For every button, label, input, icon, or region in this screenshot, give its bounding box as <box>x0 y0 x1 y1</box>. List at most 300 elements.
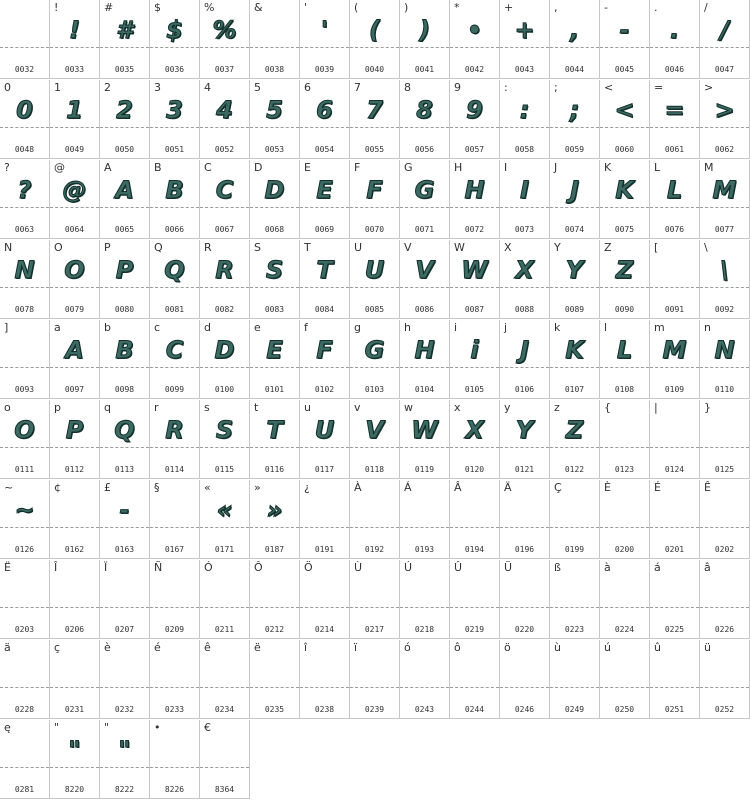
glyph-cell <box>550 480 600 559</box>
glyph-cell <box>0 160 50 239</box>
glyph-cell-char: r <box>154 401 159 414</box>
glyph-cell-char: 1 <box>54 81 61 94</box>
glyph-cell-glyph: M <box>662 336 687 364</box>
glyph-cell-baseline <box>500 607 549 608</box>
glyph-cell-char: j <box>504 321 508 334</box>
glyph-cell-char: Ù <box>354 561 363 574</box>
glyph-cell-char: ù <box>554 641 561 654</box>
glyph-cell-glyph <box>300 494 349 526</box>
glyph-cell-baseline <box>100 767 149 768</box>
glyph-cell-glyph <box>50 494 99 526</box>
glyph-cell-glyph: C <box>215 176 234 204</box>
glyph-cell-baseline <box>250 127 299 128</box>
glyph-cell-glyph: 2 <box>116 96 133 124</box>
glyph-cell-char: # <box>104 1 114 14</box>
glyph-cell-glyph <box>200 734 249 766</box>
glyph-cell-glyph: L <box>666 176 683 204</box>
glyph-cell <box>450 640 500 719</box>
glyph-cell-char: * <box>454 1 460 14</box>
glyph-cell-baseline <box>300 287 349 288</box>
glyph-cell-glyph <box>0 734 49 766</box>
glyph-cell-baseline <box>400 367 449 368</box>
glyph-cell-baseline <box>250 47 299 48</box>
glyph-cell <box>200 160 250 239</box>
glyph-cell-code: 0244 <box>464 705 485 714</box>
glyph-cell-glyph: i <box>470 336 479 364</box>
glyph-cell-code: 0220 <box>514 625 535 634</box>
glyph-cell <box>700 240 750 319</box>
glyph-cell-baseline <box>150 447 199 448</box>
glyph-cell-baseline <box>600 207 649 208</box>
glyph-cell-baseline <box>200 207 249 208</box>
glyph-cell-baseline <box>400 207 449 208</box>
glyph-cell-char: 4 <box>204 81 211 94</box>
glyph-cell-glyph: D <box>264 176 285 204</box>
glyph-cell-baseline <box>650 287 699 288</box>
glyph-cell-char: ¿ <box>304 481 310 494</box>
glyph-cell-char: ? <box>4 161 10 174</box>
glyph-cell <box>100 480 150 559</box>
glyph-cell <box>300 240 350 319</box>
glyph-cell-glyph: S <box>215 416 234 444</box>
glyph-cell-char: Q <box>154 241 163 254</box>
glyph-cell-baseline <box>500 367 549 368</box>
glyph-cell-glyph <box>550 574 599 606</box>
glyph-cell-char: < <box>604 81 614 94</box>
glyph-cell-char: t <box>254 401 259 414</box>
glyph-cell-baseline <box>600 607 649 608</box>
glyph-cell-glyph: R <box>165 416 184 444</box>
glyph-cell <box>550 0 600 79</box>
glyph-cell-code: 0043 <box>514 65 535 74</box>
glyph-cell <box>200 320 250 399</box>
glyph-cell-baseline <box>200 287 249 288</box>
glyph-cell-code: 0033 <box>64 65 85 74</box>
glyph-cell-glyph: G <box>414 176 435 204</box>
glyph-cell <box>600 640 650 719</box>
glyph-cell-glyph: ? <box>17 176 32 204</box>
glyph-cell-baseline <box>100 607 149 608</box>
glyph-cell-char: Ú <box>404 561 413 574</box>
glyph-cell <box>0 80 50 159</box>
glyph-cell-baseline <box>500 527 549 528</box>
glyph-cell <box>100 0 150 79</box>
glyph-cell-glyph <box>300 654 349 686</box>
glyph-cell-glyph <box>500 654 549 686</box>
glyph-cell-char: H <box>454 161 463 174</box>
glyph-cell-baseline <box>450 447 499 448</box>
glyph-cell-glyph: % <box>212 16 237 44</box>
glyph-cell-baseline <box>550 207 599 208</box>
glyph-cell-baseline <box>300 47 349 48</box>
glyph-cell-baseline <box>250 687 299 688</box>
glyph-cell-baseline <box>700 127 749 128</box>
glyph-cell <box>100 240 150 319</box>
glyph-cell-baseline <box>500 287 549 288</box>
glyph-cell-char: c <box>154 321 161 334</box>
glyph-cell-char: W <box>454 241 465 254</box>
glyph-cell <box>550 640 600 719</box>
glyph-cell-code: 0039 <box>314 65 335 74</box>
glyph-cell-glyph <box>500 494 549 526</box>
glyph-cell-char: Û <box>454 561 463 574</box>
glyph-cell-glyph <box>600 414 649 446</box>
glyph-cell <box>450 320 500 399</box>
glyph-cell-glyph: B <box>165 176 184 204</box>
glyph-cell-code: 0100 <box>214 385 235 394</box>
glyph-cell-glyph: 3 <box>166 96 183 124</box>
glyph-cell-char: K <box>604 161 612 174</box>
glyph-cell-char: " <box>54 721 60 734</box>
glyph-cell-code: 0036 <box>164 65 185 74</box>
glyph-cell-code: 0232 <box>114 705 135 714</box>
glyph-cell-baseline <box>350 127 399 128</box>
glyph-cell-code: 0214 <box>314 625 335 634</box>
glyph-cell-baseline <box>300 207 349 208</box>
glyph-cell-char: B <box>154 161 162 174</box>
glyph-cell-code: 0226 <box>714 625 735 634</box>
glyph-cell <box>700 320 750 399</box>
glyph-cell-glyph: A <box>65 336 84 364</box>
glyph-cell <box>300 560 350 639</box>
glyph-cell <box>350 240 400 319</box>
glyph-cell <box>600 0 650 79</box>
glyph-cell-code: 0037 <box>214 65 235 74</box>
glyph-cell-glyph <box>100 574 149 606</box>
glyph-cell-glyph <box>700 574 749 606</box>
glyph-cell-code: 0032 <box>14 65 35 74</box>
glyph-cell <box>50 80 100 159</box>
glyph-cell-code: 0117 <box>314 465 335 474</box>
glyph-cell-code: 0202 <box>714 545 735 554</box>
glyph-cell-glyph: > <box>714 96 735 124</box>
glyph-cell-code: 0071 <box>414 225 435 234</box>
glyph-cell <box>50 480 100 559</box>
glyph-cell <box>250 640 300 719</box>
glyph-cell-code: 0113 <box>114 465 135 474</box>
glyph-cell-glyph <box>650 654 699 686</box>
glyph-cell-baseline <box>150 527 199 528</box>
glyph-cell <box>650 640 700 719</box>
glyph-cell-baseline <box>400 687 449 688</box>
glyph-cell-char: N <box>4 241 13 254</box>
glyph-cell-baseline <box>0 287 49 288</box>
glyph-cell-glyph: H <box>414 336 435 364</box>
glyph-cell-glyph <box>700 494 749 526</box>
glyph-cell-code: 0105 <box>464 385 485 394</box>
glyph-cell-code: 0203 <box>14 625 35 634</box>
glyph-cell-char: a <box>54 321 61 334</box>
glyph-cell <box>250 480 300 559</box>
glyph-cell <box>400 80 450 159</box>
glyph-cell-baseline <box>700 607 749 608</box>
glyph-cell-code: 0235 <box>264 705 285 714</box>
glyph-cell-baseline <box>50 287 99 288</box>
glyph-cell-char: v <box>354 401 361 414</box>
glyph-cell-baseline <box>650 527 699 528</box>
glyph-cell-baseline <box>400 287 449 288</box>
glyph-cell-baseline <box>550 47 599 48</box>
glyph-cell <box>350 560 400 639</box>
glyph-cell-glyph: < <box>614 96 635 124</box>
glyph-cell-char: I <box>504 161 508 174</box>
glyph-cell-glyph: K <box>565 336 584 364</box>
glyph-cell-char: g <box>354 321 361 334</box>
glyph-cell-char: L <box>654 161 661 174</box>
glyph-cell-glyph <box>350 574 399 606</box>
glyph-cell-code: 0046 <box>664 65 685 74</box>
glyph-cell <box>50 320 100 399</box>
glyph-cell <box>50 720 100 799</box>
glyph-cell-baseline <box>700 367 749 368</box>
glyph-cell <box>650 320 700 399</box>
glyph-cell-code: 0083 <box>264 305 285 314</box>
glyph-cell-char: Á <box>404 481 412 494</box>
glyph-cell-code: 0059 <box>564 145 585 154</box>
glyph-cell-glyph <box>350 494 399 526</box>
glyph-cell <box>150 80 200 159</box>
glyph-cell-code: 8226 <box>164 785 185 794</box>
glyph-cell-glyph: I <box>520 176 529 204</box>
glyph-cell <box>250 400 300 479</box>
glyph-cell-baseline <box>200 527 249 528</box>
glyph-cell-glyph: Q <box>114 416 135 444</box>
glyph-cell-glyph <box>450 494 499 526</box>
glyph-cell-baseline <box>700 687 749 688</box>
glyph-cell-code: 0125 <box>714 465 735 474</box>
glyph-cell-baseline <box>600 127 649 128</box>
glyph-cell <box>400 320 450 399</box>
glyph-cell <box>100 80 150 159</box>
glyph-cell-baseline <box>150 127 199 128</box>
glyph-cell-char: 6 <box>304 81 311 94</box>
glyph-cell-char: T <box>304 241 311 254</box>
glyph-cell <box>700 400 750 479</box>
glyph-cell-glyph: - <box>119 496 130 524</box>
glyph-cell-code: 0163 <box>114 545 135 554</box>
glyph-cell-code: 0052 <box>214 145 235 154</box>
glyph-cell-char: » <box>254 481 261 494</box>
glyph-cell-code: 0225 <box>664 625 685 634</box>
glyph-cell-baseline <box>350 687 399 688</box>
glyph-cell-glyph: 7 <box>366 96 383 124</box>
glyph-cell-char: M <box>704 161 714 174</box>
glyph-cell-baseline <box>550 607 599 608</box>
glyph-cell-char: ú <box>604 641 611 654</box>
glyph-cell-glyph: D <box>214 336 235 364</box>
glyph-cell-code: 0252 <box>714 705 735 714</box>
glyph-cell-code: 0049 <box>64 145 85 154</box>
glyph-cell <box>700 80 750 159</box>
glyph-cell-code: 0076 <box>664 225 685 234</box>
glyph-cell-code: 0239 <box>364 705 385 714</box>
glyph-cell <box>200 80 250 159</box>
glyph-cell-baseline <box>550 367 599 368</box>
glyph-cell-code: 8364 <box>214 785 235 794</box>
glyph-cell-baseline <box>650 607 699 608</box>
glyph-cell-glyph <box>650 414 699 446</box>
glyph-cell-char: . <box>654 1 658 14</box>
glyph-cell-baseline <box>650 47 699 48</box>
glyph-cell-baseline <box>200 367 249 368</box>
glyph-cell-baseline <box>50 127 99 128</box>
glyph-cell-char: / <box>704 1 708 14</box>
glyph-cell-char: § <box>154 481 160 494</box>
glyph-cell-baseline <box>650 207 699 208</box>
glyph-cell-char: â <box>704 561 711 574</box>
glyph-cell-glyph: E <box>316 176 333 204</box>
glyph-cell-code: 0192 <box>364 545 385 554</box>
glyph-cell-code: 0103 <box>364 385 385 394</box>
glyph-cell-baseline <box>700 47 749 48</box>
glyph-cell-code: 0111 <box>14 465 35 474</box>
glyph-cell-glyph: N <box>14 256 35 284</box>
glyph-cell-code: 0060 <box>614 145 635 154</box>
glyph-cell-char: è <box>104 641 111 654</box>
glyph-cell-code: 0200 <box>614 545 635 554</box>
glyph-cell-baseline <box>0 607 49 608</box>
glyph-cell-char: A <box>104 161 112 174</box>
glyph-cell-baseline <box>150 607 199 608</box>
glyph-cell-char: } <box>704 401 711 414</box>
glyph-cell <box>450 80 500 159</box>
glyph-cell-char: d <box>204 321 211 334</box>
glyph-cell-glyph <box>250 574 299 606</box>
glyph-cell <box>300 400 350 479</box>
glyph-cell-char: J <box>554 161 558 174</box>
glyph-cell-baseline <box>700 207 749 208</box>
glyph-cell <box>300 80 350 159</box>
glyph-cell-glyph: W <box>461 256 488 284</box>
glyph-cell <box>700 640 750 719</box>
glyph-cell-code: 0121 <box>514 465 535 474</box>
glyph-cell-glyph <box>700 414 749 446</box>
glyph-cell-glyph: ( <box>369 16 380 44</box>
glyph-cell-glyph: ' <box>320 16 329 44</box>
glyph-cell <box>0 560 50 639</box>
glyph-cell <box>250 560 300 639</box>
glyph-cell-baseline <box>350 207 399 208</box>
glyph-cell-char: X <box>504 241 512 254</box>
glyph-cell-code: 0233 <box>164 705 185 714</box>
glyph-cell-char: l <box>604 321 608 334</box>
glyph-cell <box>400 640 450 719</box>
glyph-cell-char: 0 <box>4 81 11 94</box>
glyph-cell <box>500 400 550 479</box>
glyph-cell-glyph: W <box>411 416 438 444</box>
glyph-cell <box>300 320 350 399</box>
glyph-cell-code: 0070 <box>364 225 385 234</box>
glyph-cell-baseline <box>450 367 499 368</box>
glyph-cell-char: : <box>504 81 508 94</box>
glyph-cell <box>700 480 750 559</box>
glyph-cell-glyph <box>350 654 399 686</box>
glyph-cell <box>700 560 750 639</box>
glyph-cell <box>150 0 200 79</box>
glyph-cell-code: 0045 <box>614 65 635 74</box>
glyph-cell <box>500 0 550 79</box>
glyph-cell <box>400 400 450 479</box>
glyph-cell-glyph <box>100 654 149 686</box>
glyph-cell <box>250 0 300 79</box>
glyph-cell <box>0 640 50 719</box>
glyph-cell-glyph: B <box>115 336 134 364</box>
glyph-cell <box>450 480 500 559</box>
glyph-cell-code: 0246 <box>514 705 535 714</box>
glyph-cell-code: 0196 <box>514 545 535 554</box>
glyph-cell-char: e <box>254 321 261 334</box>
glyph-cell-char: Ï <box>104 561 108 574</box>
glyph-cell <box>500 80 550 159</box>
glyph-cell-char: - <box>604 1 608 14</box>
glyph-cell-glyph: M <box>712 176 737 204</box>
glyph-cell-glyph: Y <box>515 416 534 444</box>
glyph-cell-baseline <box>600 447 649 448</box>
glyph-cell-code: 0106 <box>514 385 535 394</box>
glyph-cell-glyph: X <box>465 416 484 444</box>
glyph-cell-baseline <box>300 447 349 448</box>
glyph-cell-char: à <box>604 561 611 574</box>
glyph-cell-char: q <box>104 401 111 414</box>
glyph-cell-glyph: P <box>65 416 84 444</box>
glyph-cell-char: Ç <box>554 481 562 494</box>
glyph-cell-glyph: , <box>569 16 580 44</box>
glyph-cell <box>50 240 100 319</box>
glyph-cell <box>50 560 100 639</box>
glyph-cell <box>200 720 250 799</box>
glyph-cell-code: 0058 <box>514 145 535 154</box>
glyph-cell-glyph <box>400 574 449 606</box>
glyph-cell-glyph: Q <box>164 256 185 284</box>
glyph-cell-baseline <box>150 367 199 368</box>
glyph-cell-baseline <box>50 207 99 208</box>
glyph-cell-glyph: T <box>316 256 333 284</box>
glyph-cell-glyph: 0 <box>16 96 33 124</box>
glyph-cell-baseline <box>50 687 99 688</box>
glyph-cell <box>200 480 250 559</box>
glyph-cell-code: 0073 <box>514 225 535 234</box>
glyph-cell-code: 0251 <box>664 705 685 714</box>
glyph-cell-code: 0057 <box>464 145 485 154</box>
glyph-cell-baseline <box>600 527 649 528</box>
glyph-cell-baseline <box>150 287 199 288</box>
glyph-cell-char: S <box>254 241 261 254</box>
glyph-cell-char: & <box>254 1 263 14</box>
glyph-cell-char: " <box>104 721 110 734</box>
glyph-cell <box>500 560 550 639</box>
glyph-cell-glyph <box>150 494 199 526</box>
glyph-cell-char: ß <box>554 561 561 574</box>
glyph-cell-glyph <box>200 574 249 606</box>
glyph-cell <box>150 480 200 559</box>
glyph-cell-char: P <box>104 241 111 254</box>
glyph-cell-glyph <box>700 654 749 686</box>
glyph-cell <box>650 0 700 79</box>
glyph-cell-code: 0187 <box>264 545 285 554</box>
glyph-cell-char: o <box>4 401 11 414</box>
glyph-cell-char: € <box>204 721 211 734</box>
glyph-cell-baseline <box>50 47 99 48</box>
glyph-cell <box>100 560 150 639</box>
glyph-cell-glyph: F <box>366 176 383 204</box>
glyph-cell-code: 0250 <box>614 705 635 714</box>
glyph-cell-code: 0110 <box>714 385 735 394</box>
glyph-cell-char: ö <box>504 641 511 654</box>
glyph-cell-baseline <box>650 127 699 128</box>
glyph-cell-char: 5 <box>254 81 261 94</box>
glyph-cell-baseline <box>0 47 49 48</box>
glyph-cell-code: 0099 <box>164 385 185 394</box>
